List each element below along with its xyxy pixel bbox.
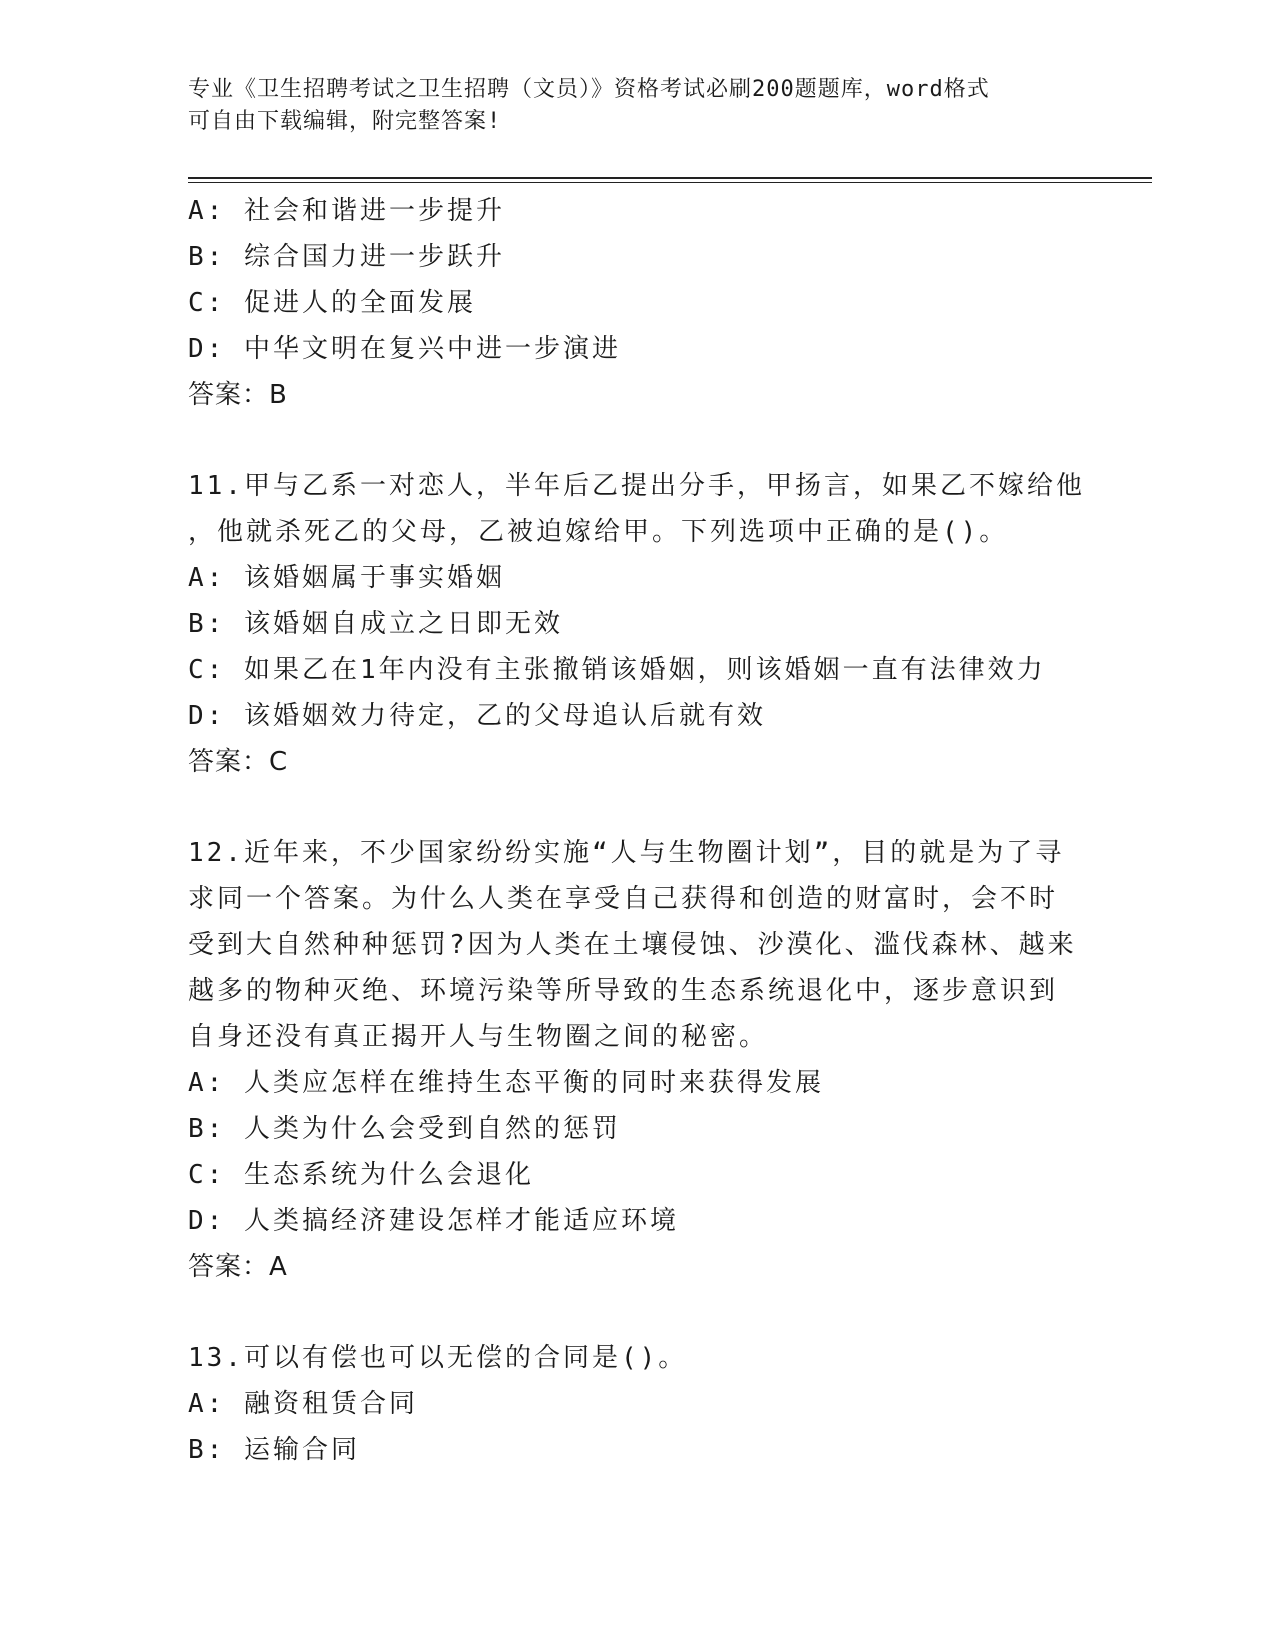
question-12 <box>188 830 1088 1290</box>
option-c: C: 如果乙在1年内没有主张撤销该婚姻，则该婚姻一直有法律效力 <box>188 655 1046 685</box>
question-stem-line: ，他就杀死乙的父母，乙被迫嫁给甲。下列选项中正确的是()。 <box>188 517 1009 547</box>
option-b: B: 该婚姻自成立之日即无效 <box>188 609 563 639</box>
question-10 <box>188 188 1088 418</box>
option-d: D: 人类搞经济建设怎样才能适应环境 <box>188 1206 679 1236</box>
header-title-line-1: 专业《卫生招聘考试之卫生招聘（文员）》资格考试必刷200题题库，word格式 <box>188 77 990 102</box>
question-stem-line: 12.近年来，不少国家纷纷实施“人与生物圈计划”，目的就是为了寻 <box>188 838 1065 868</box>
spacer <box>188 418 1088 463</box>
option-c: C: 生态系统为什么会退化 <box>188 1160 534 1190</box>
option-a: A: 社会和谐进一步提升 <box>188 196 505 226</box>
question-stem-line: 11.甲与乙系一对恋人，半年后乙提出分手，甲扬言，如果乙不嫁给他 <box>188 471 1085 501</box>
question-stem-line: 越多的物种灭绝、环境污染等所导致的生态系统退化中，逐步意识到 <box>188 976 1059 1006</box>
option-b: B: 综合国力进一步跃升 <box>188 242 505 272</box>
question-stem-line: 13.可以有偿也可以无偿的合同是()。 <box>188 1343 688 1373</box>
question-stem-line: 求同一个答案。为什么人类在享受自己获得和创造的财富时，会不时 <box>188 884 1059 914</box>
option-b: B: 运输合同 <box>188 1435 360 1465</box>
option-a: A: 融资租赁合同 <box>188 1389 418 1419</box>
header-divider-thin <box>188 182 1152 183</box>
option-a: A: 人类应怎样在维持生态平衡的同时来获得发展 <box>188 1068 824 1098</box>
option-c: C: 促进人的全面发展 <box>188 288 476 318</box>
question-stem-line: 自身还没有真正揭开人与生物圈之间的秘密。 <box>188 1022 769 1052</box>
option-a: A: 该婚姻属于事实婚姻 <box>188 563 505 593</box>
question-13 <box>188 1335 1088 1473</box>
page-header <box>188 74 1088 138</box>
spacer <box>188 785 1088 830</box>
option-b: B: 人类为什么会受到自然的惩罚 <box>188 1114 621 1144</box>
option-d: D: 中华文明在复兴中进一步演进 <box>188 334 621 364</box>
answer-line: 答案：B <box>188 380 288 410</box>
answer-line: 答案：A <box>188 1252 288 1282</box>
header-title-line-2: 可自由下载编辑，附完整答案! <box>188 109 502 134</box>
option-d: D: 该婚姻效力待定，乙的父母追认后就有效 <box>188 701 766 731</box>
header-divider-thick <box>188 177 1152 179</box>
question-11 <box>188 463 1088 785</box>
spacer <box>188 1290 1088 1335</box>
question-stem-line: 受到大自然种种惩罚?因为人类在土壤侵蚀、沙漠化、滥伐森林、越来 <box>188 930 1077 960</box>
answer-line: 答案：C <box>188 747 289 777</box>
question-content <box>188 188 1088 1473</box>
